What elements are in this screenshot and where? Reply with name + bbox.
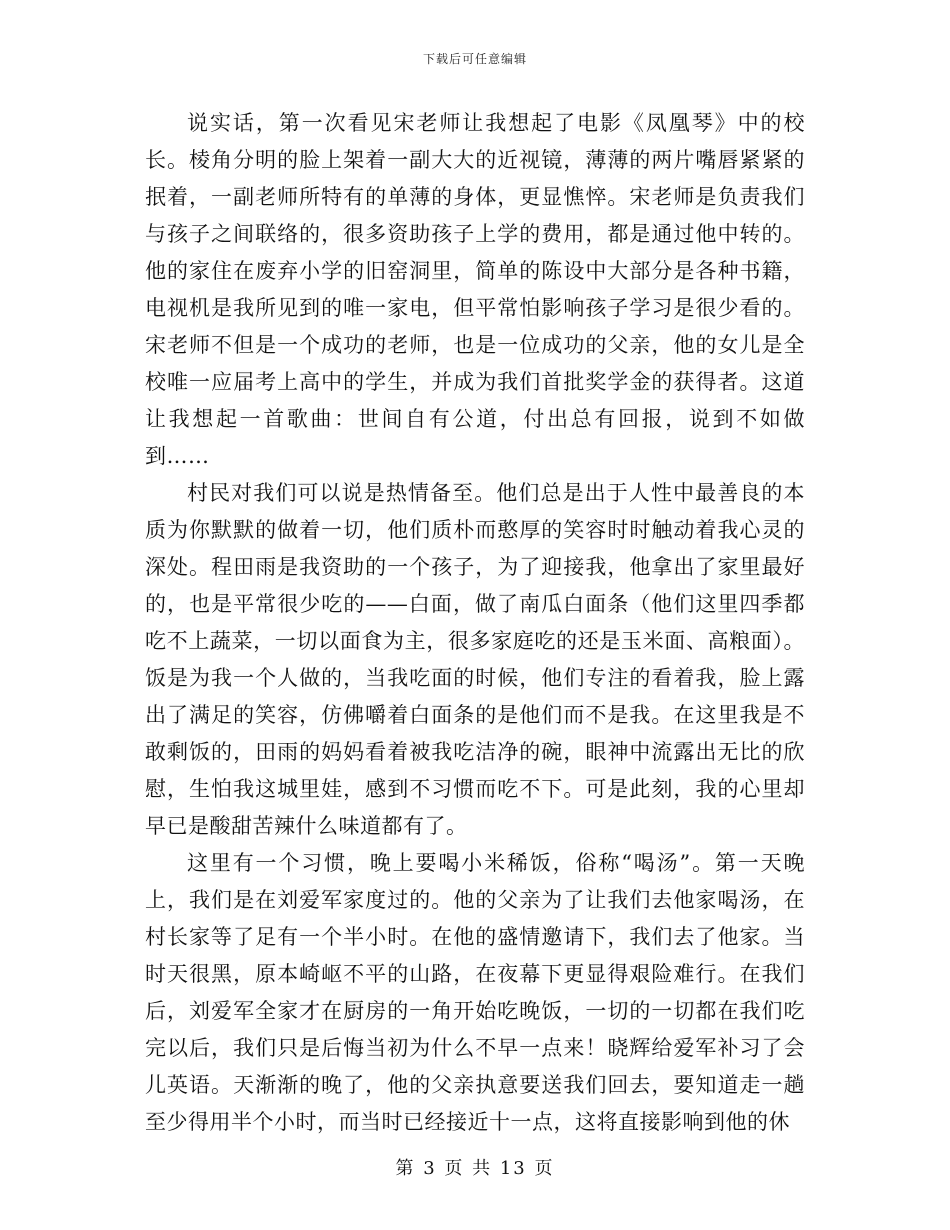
- paragraph-2: 村民对我们可以说是热情备至。他们总是出于人性中最善良的本质为你默默的做着一切，他们质朴而憨厚的笑容时时触动着我心灵的深处。程田雨是我资助的一个孩子，为了迎接我，他拿出了家里最好的，也是平常很少吃的——白面，做了南瓜白面条（他们这里四季都吃不上蔬菜，一切以面食为主，很多家庭吃的还是玉米面、高粮面）。饭是为我一个人做的，当我吃面的时候，他们专注的看着我，脸上露出了满足的笑容，仿佛嚼着白面条的是他们而不是我。在这里我是不敢剩饭的，田雨的妈妈看着被我吃洁净的碗，眼神中流露出无比的欣慰，生怕我这城里娃，感到不习惯而吃不下。可是此刻，我的心里却早已是酸甜苦辣什么味道都有了。: [145, 481, 805, 838]
- paragraph-3: 这里有一个习惯，晚上要喝小米稀饭，俗称“喝汤”。第一天晚上，我们是在刘爱军家度过的。他的父亲为了让我们去他家喝汤，在村长家等了足有一个半小时。在他的盛情邀请下，我们去了他家。当时天很黑，原本崎岖不平的山路，在夜幕下更显得艰险难行。在我们后，刘爱军全家才在厨房的一角开始吃晚饭，一切的一切都在我们吃完以后，我们只是后悔当初为什么不早一点来！晓辉给爱军补习了会儿英语。天渐渐的晚了，他的父亲执意要送我们回去，要知道走一趟至少得用半个小时，而当时已经接近十一点，这将直接影响到他的休: [145, 851, 805, 1134]
- document-body: [145, 105, 805, 1141]
- page-header: 下载后可任意编辑: [422, 52, 527, 66]
- paragraph-1: 说实话，第一次看见宋老师让我想起了电影《凤凰琴》中的校长。棱角分明的脸上架着一副大大的近视镜，薄薄的两片嘴唇紧紧的抿着，一副老师所特有的单薄的身体，更显憔悴。宋老师是负责我们与孩子之间联络的，很多资助孩子上学的费用，都是通过他中转的。他的家住在废弃小学的旧窑洞里，简单的陈设中大部分是各种书籍，电视机是我所见到的唯一家电，但平常怕影响孩子学习是很少看的。宋老师不但是一个成功的老师，也是一位成功的父亲，他的女儿是全校唯一应届考上高中的学生，并成为我们首批奖学金的获得者。这道让我想起一首歌曲：世间自有公道，付出总有回报，说到不如做到……: [145, 111, 805, 468]
- page-number-footer: 第 3 页 共 13 页: [395, 1158, 555, 1179]
